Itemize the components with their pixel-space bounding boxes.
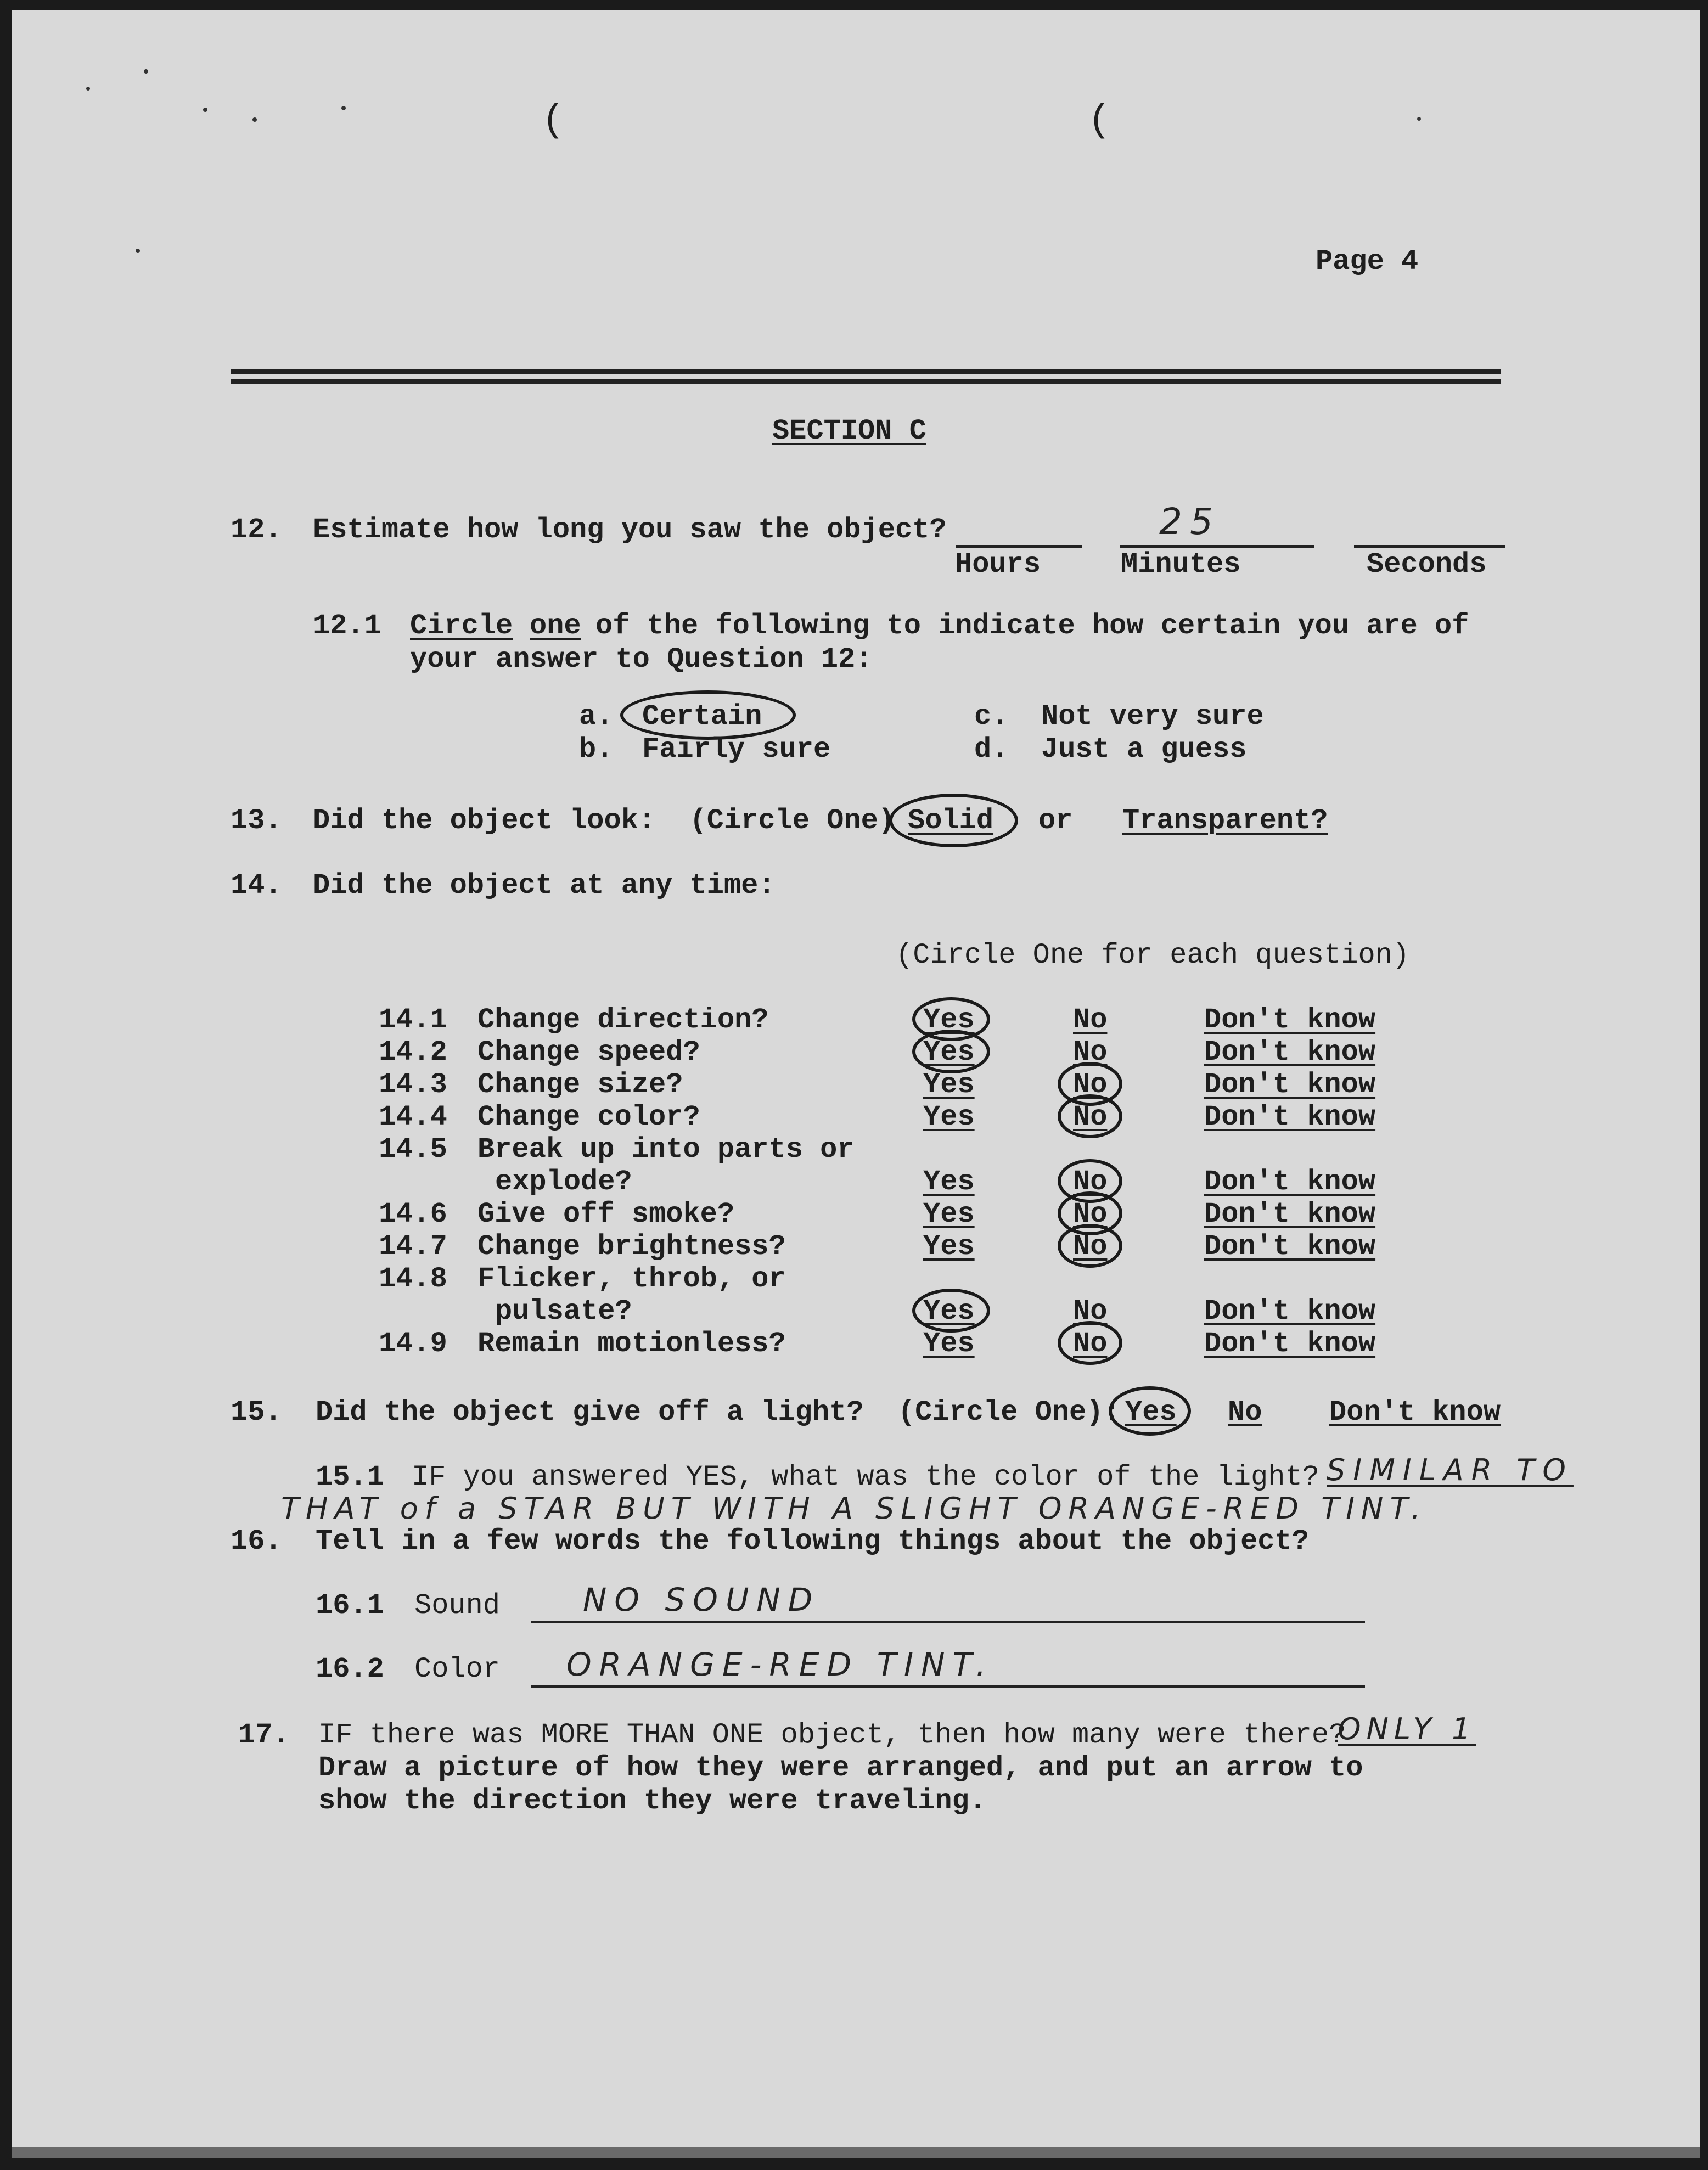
q14-row-number: 14.4 [379,1101,447,1133]
circled-mark-certain [620,690,796,740]
q12-1-word-circle: Circle [410,610,513,642]
q14-row-question: Change brightness? [477,1230,786,1263]
q16-2-number: 16.2 [316,1653,384,1685]
option-b-label: Fairly sure [642,733,831,766]
q14-row-number: 14.3 [379,1069,447,1101]
q17-answer: ONLY 1 [1338,1712,1476,1746]
scan-speck [203,108,207,112]
scan-bottom-edge [12,2147,1700,2158]
q14-row-yes: Yes [923,1198,975,1230]
q12-1-text-line2: your answer to Question 12: [410,643,873,676]
scan-speck [1417,117,1421,121]
option-a-label: Certain [642,700,762,733]
q14-row-no: No [1073,1230,1108,1263]
q14-row-dont-know: Don't know [1204,1198,1376,1230]
q14-row-question: Flicker, throb, or [477,1263,786,1295]
q14-row-question: Break up into parts or [477,1133,855,1166]
circled-mark-q15-yes [1109,1386,1191,1436]
q15-1-answer-line2: THAT of a STAR BUT WITH A SLIGHT ORANGE-RED TINT. [281,1491,1428,1526]
q17-line1: IF there was MORE THAN ONE object, then how many were there? [318,1719,1346,1751]
q14-row-dont-know: Don't know [1204,1166,1376,1198]
q14-row-number: 14.1 [379,1004,447,1036]
q14-row-question: Remain motionless? [477,1328,786,1360]
option-c-letter: c. [974,700,1009,733]
q14-row-no: No [1073,1328,1108,1360]
header-rule-top [231,369,1501,374]
q15-number: 15. [231,1396,282,1429]
q12-1-text: of the following to indicate how certain you are of [595,610,1469,642]
circled-mark-14-2 [912,1030,990,1073]
q14-row-dont-know: Don't know [1204,1101,1376,1133]
q13-solid: Solid [908,805,994,837]
q14-row-yes: Yes [923,1036,975,1069]
hours-label: Hours [955,548,1041,581]
q12-number: 12. [231,514,282,546]
q14-row-no: No [1073,1069,1108,1101]
section-title: SECTION C [772,415,926,447]
circled-mark-solid [889,794,1018,847]
sound-answer-line [531,1621,1365,1623]
q15-no: No [1228,1396,1262,1429]
q16-text: Tell in a few words the following things about the object? [316,1525,1309,1558]
q14-row-number: 14.6 [379,1198,447,1230]
option-a-letter: a. [579,700,614,733]
q14-row-yes: Yes [923,1295,975,1328]
q16-1-number: 16.1 [316,1589,384,1622]
q14-row-number: 14.5 [379,1133,447,1166]
circled-mark-14-9 [1058,1321,1122,1365]
q14-row-no: No [1073,1166,1108,1198]
q14-row-question: Change speed? [477,1036,700,1069]
option-b-letter: b. [579,733,614,766]
q14-row-dont-know: Don't know [1204,1004,1376,1036]
q17-line2: Draw a picture of how they were arranged, and put an arrow to [318,1752,1363,1784]
option-c-label: Not very sure [1041,700,1264,733]
scan-speck [144,69,148,74]
q14-row-question: Change direction? [477,1004,769,1036]
scan-mark: ( [1088,99,1111,143]
q17-number: 17. [238,1719,290,1751]
q14-row-number: 14.7 [379,1230,447,1263]
q14-row-question-cont: pulsate? [495,1295,632,1328]
circled-mark-14-4 [1058,1094,1122,1138]
q14-row-yes: Yes [923,1101,975,1133]
page-number: Page 4 [1316,245,1419,278]
hours-blank [956,545,1082,548]
q13-number: 13. [231,805,282,837]
q14-row-yes: Yes [923,1328,975,1360]
q14-row-yes: Yes [923,1069,975,1101]
q14-row-question: Change color? [477,1101,700,1133]
q14-row-dont-know: Don't know [1204,1036,1376,1069]
q14-row-dont-know: Don't know [1204,1230,1376,1263]
q14-row-no: No [1073,1036,1108,1069]
q14-row-yes: Yes [923,1166,975,1198]
q14-row-number: 14.2 [379,1036,447,1069]
q16-2-label: Color [414,1653,501,1685]
q17-line3: show the direction they were traveling. [318,1785,986,1817]
color-answer-line [531,1685,1365,1688]
q16-number: 16. [231,1525,282,1558]
q14-text: Did the object at any time: [313,869,776,902]
q15-1-text: IF you answered YES, what was the color of the light? [412,1461,1319,1493]
q15-yes: Yes [1125,1396,1177,1429]
q14-instruction: (Circle One for each question) [896,939,1410,971]
q13-text: Did the object look: (Circle One) [313,805,895,837]
q14-row-yes: Yes [923,1230,975,1263]
q13-transparent: Transparent? [1122,805,1328,837]
scan-speck [252,117,257,122]
q15-dont-know: Don't know [1329,1396,1501,1429]
scan-mark: ( [542,99,565,143]
seconds-label: Seconds [1367,548,1487,581]
seconds-blank [1354,545,1505,548]
q13-or: or [1038,805,1073,837]
q14-row-yes: Yes [923,1004,975,1036]
document-page [12,10,1700,2158]
option-d-letter: d. [974,733,1009,766]
q14-row-number: 14.9 [379,1328,447,1360]
q14-row-number: 14.8 [379,1263,447,1295]
q15-text: Did the object give off a light? (Circle One): [316,1396,1121,1429]
minutes-answer: 25 [1159,501,1221,543]
q14-row-dont-know: Don't know [1204,1069,1376,1101]
color-answer: ORANGE-RED TINT. [566,1646,994,1683]
q14-row-question-cont: explode? [495,1166,632,1198]
scan-speck [341,106,346,110]
q12-text: Estimate how long you saw the object? [313,514,947,546]
q12-1-word-one: one [530,610,581,642]
q14-row-question: Give off smoke? [477,1198,735,1230]
header-rule-bottom [231,379,1501,384]
scan-speck [86,87,90,91]
option-d-label: Just a guess [1041,733,1247,766]
q16-1-label: Sound [414,1589,501,1622]
q14-row-question: Change size? [477,1069,683,1101]
q14-row-dont-know: Don't know [1204,1295,1376,1328]
q15-1-answer-line1: SIMILAR TO [1327,1453,1574,1487]
sound-answer: NO SOUND [583,1581,821,1618]
q14-row-no: No [1073,1101,1108,1133]
q14-number: 14. [231,869,282,902]
circled-mark-14-8 [912,1289,990,1333]
q14-row-no: No [1073,1004,1108,1036]
q14-row-no: No [1073,1198,1108,1230]
scan-speck [136,249,140,253]
minutes-blank [1120,545,1314,548]
circled-mark-14-7 [1058,1224,1122,1268]
minutes-label: Minutes [1121,548,1241,581]
q15-1-number: 15.1 [316,1461,384,1493]
q14-row-dont-know: Don't know [1204,1328,1376,1360]
q12-1-number: 12.1 [313,610,381,642]
q14-row-no: No [1073,1295,1108,1328]
